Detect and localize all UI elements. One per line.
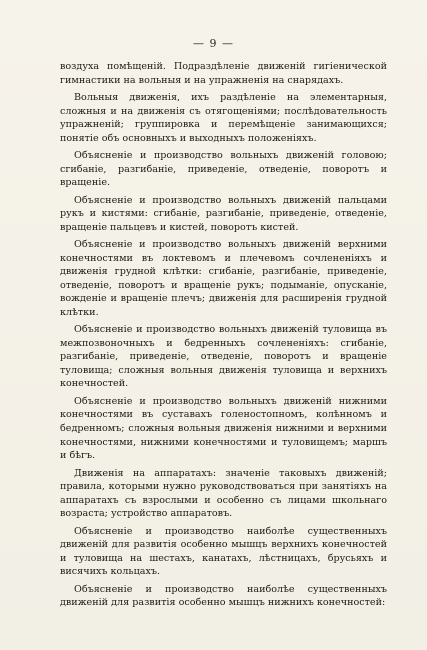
paragraph-5: Объясненіе и производство вольныхъ движеній верхними конечностями въ локтевомъ и плечевомъ сочлененіяхъ и движенія грудной клѣтки: сгибаніе, разгибаніе, приведеніе, отведеніе, поворотъ и вращеніе рукъ; подыманіе, опусканіе, вожденіе и вращеніе плечъ; движенія для расширенія грудной клѣтки.	[60, 239, 387, 318]
paragraph-8: Движенія на аппаратахъ: значеніе таковыхъ движеній; правила, которыми нужно руководствоваться при занятіяхъ на аппаратахъ съ взрослыми и особенно съ лицами школьнаго возраста; устройство аппаратовъ.	[60, 467, 387, 520]
paragraph-10: Объясненіе и производство наиболѣе существенныхъ движеній для развитія особенно мышцъ нижнихъ конечностей:	[60, 583, 387, 609]
body-text	[60, 60, 387, 614]
paragraph-1: воздуха помѣщеній. Подраздѣленіе движеній гигіенической гимнастики на вольныя и на упражненія на снарядахъ.	[60, 61, 387, 86]
paragraph-6: Объясненіе и производство вольныхъ движеній туловища въ межпозвоночныхъ и бедренныхъ сочлененіяхъ: сгибаніе, разгибаніе, приведеніе, отведеніе, поворотъ и вращеніе туловища; сложныя вольныя движенія туловища и верхнихъ конечностей.	[60, 324, 387, 390]
paragraph-3: Объясненіе и производство вольныхъ движеній головою; сгибаніе, разгибаніе, приведеніе, отведеніе, поворотъ и вращеніе.	[60, 150, 387, 189]
paragraph-2: Вольныя движенія, ихъ раздѣленіе на элементарныя, сложныя и на движенія съ отягощеніями; послѣдовательность упражненій; группировка и перемѣщеніе занимающихся; понятіе объ основныхъ и выходныхъ положеніяхъ.	[60, 91, 387, 144]
paragraph-4: Объясненіе и производство вольныхъ движеній пальцами рукъ и кистями: сгибаніе, разгибаніе, приведеніе, отведеніе, вращеніе пальцевъ и кистей, поворотъ кистей.	[60, 194, 387, 233]
paragraph-7: Объясненіе и производство вольныхъ движеній нижними конечностями въ суставахъ голеностопномъ, колѣнномъ и бедренномъ; сложныя вольныя движенія нижними и верхними конечностями, нижними конечностями и туловищемъ; маршъ и бѣгъ.	[60, 395, 387, 462]
paragraph-9: Объясненіе и производство наиболѣе существенныхъ движеній для развитія особенно мышцъ верхнихъ конечностей и туловища на шестахъ, канатахъ, лѣстницахъ, брусьяхъ и висячихъ кольцахъ.	[60, 525, 387, 578]
page-number: — 9 —	[193, 37, 234, 50]
